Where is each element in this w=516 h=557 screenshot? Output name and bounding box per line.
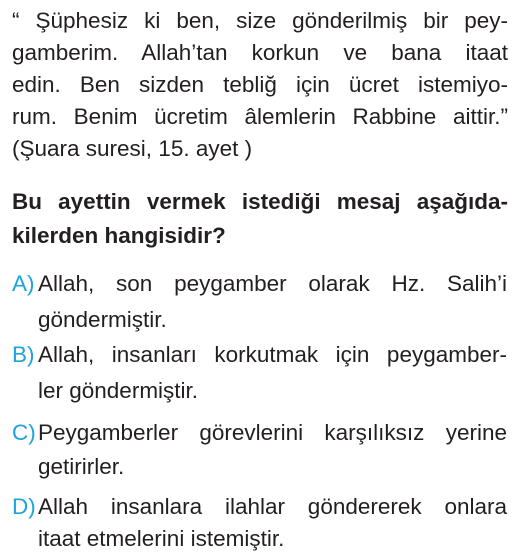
quote-line: gamberim. Allah’tan korkun ve bana itaat — [12, 40, 508, 65]
option-text-line: Allah insanlara ilahlar göndererek onlara — [38, 494, 507, 519]
question-line: kilerden hangisidir? — [12, 223, 226, 248]
option-text-line: ler göndermiştir. — [38, 378, 199, 403]
option-text-line: Allah, insanları korkutmak için peygamber- — [38, 342, 507, 367]
option-text-line: itaat etmelerini istemiştir. — [38, 526, 285, 551]
option-letter: C) — [12, 420, 36, 445]
quote-line: rum. Benim ücretim âlemlerin Rabbine aittir.” — [12, 104, 508, 129]
option-letter: A) — [12, 271, 35, 296]
option-letter: D) — [12, 494, 36, 519]
question-line: Bu ayettin vermek istediği mesaj aşağıda- — [12, 189, 508, 214]
quote-line: “ Şüphesiz ki ben, size gönderilmiş bir pey- — [12, 8, 508, 33]
option-text-line: Peygamberler görevlerini karşılıksız yerine — [38, 420, 507, 445]
option-text-line: Allah, son peygamber olarak Hz. Salih’i — [38, 271, 507, 296]
quote-line: edin. Ben sizden tebliğ için ücret istemiyo- — [12, 72, 508, 97]
quote-source: (Şuara suresi, 15. ayet ) — [12, 136, 253, 161]
option-text-line: getirirler. — [38, 454, 125, 479]
option-text-line: göndermiştir. — [38, 307, 167, 332]
option-letter: B) — [12, 342, 35, 367]
